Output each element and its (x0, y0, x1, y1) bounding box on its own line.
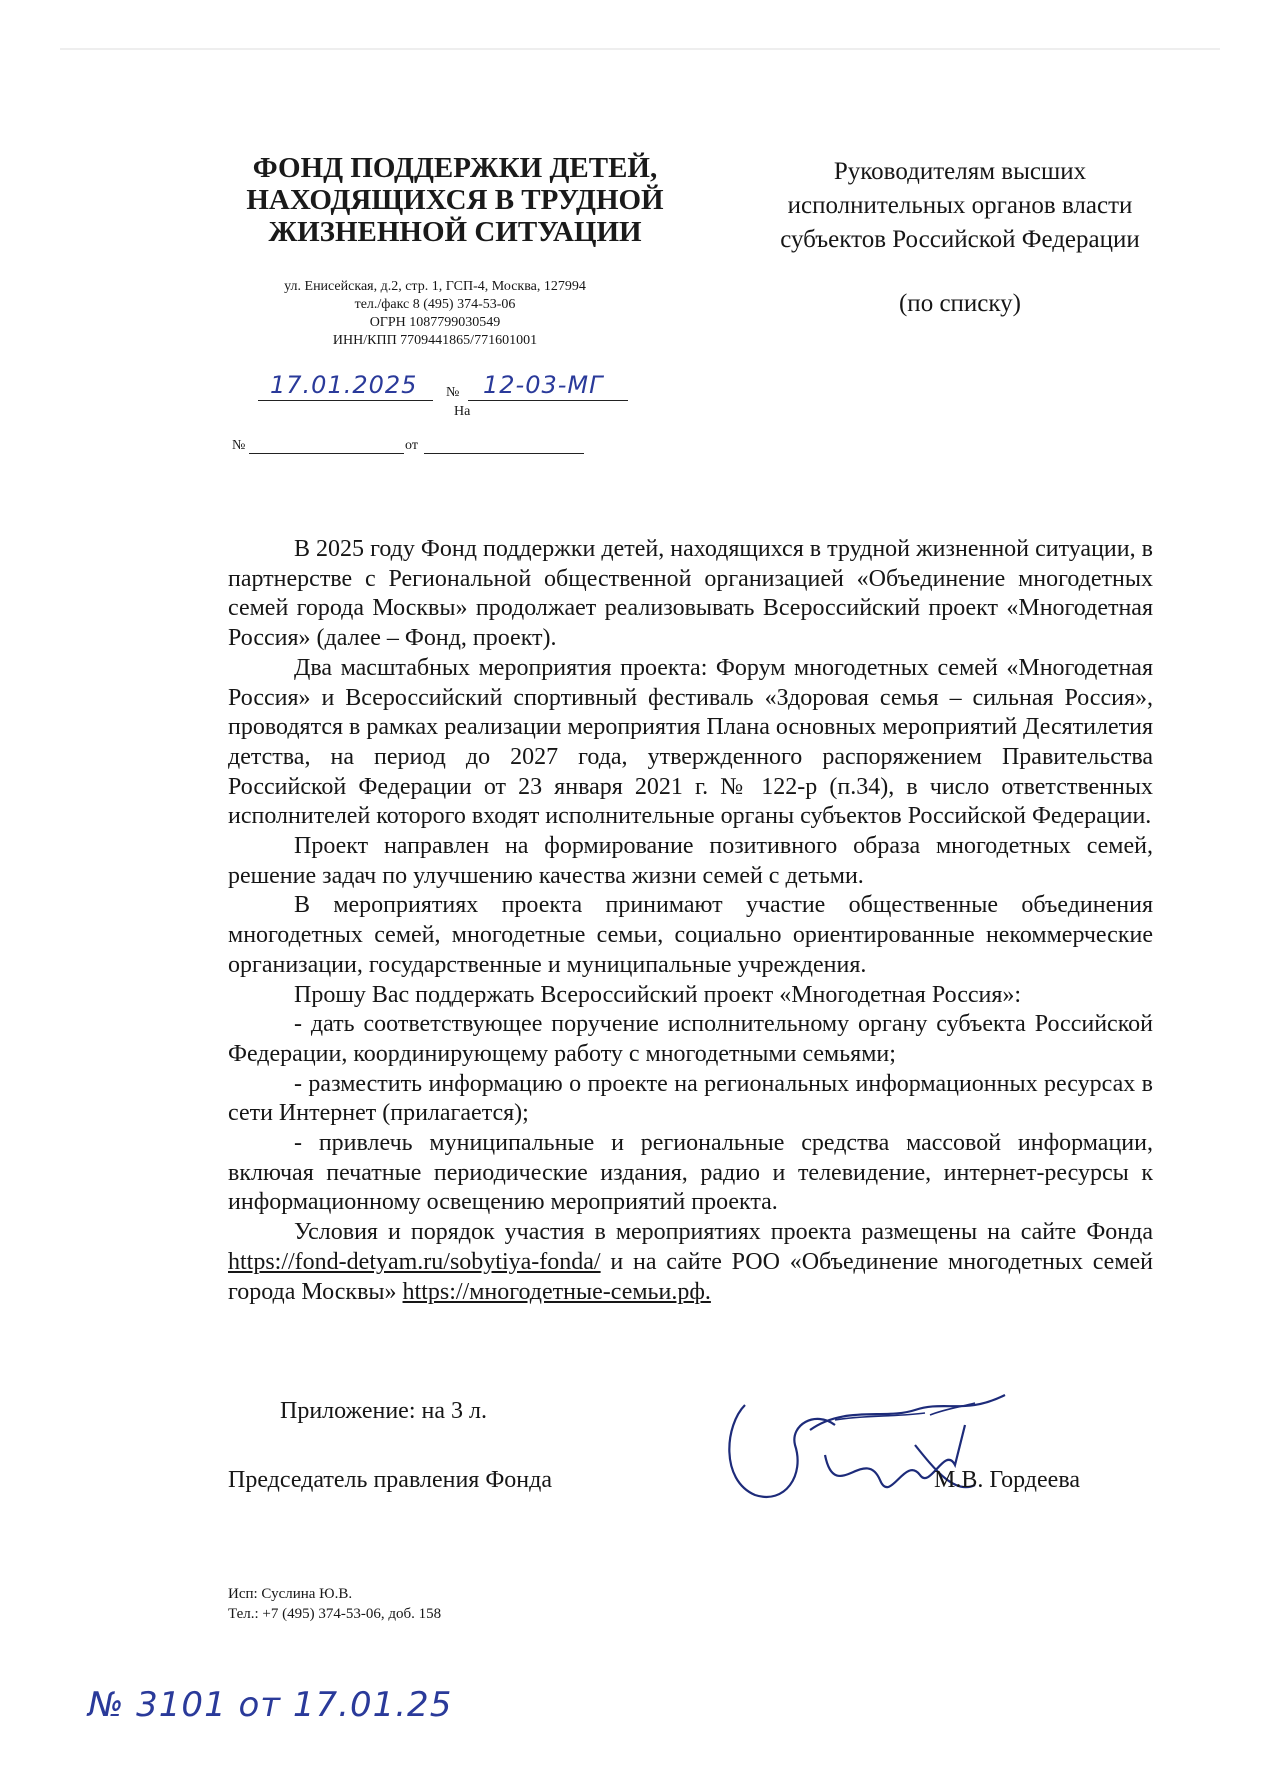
bullet-item: - дать соответствующее поручение исполнительному органу субъекта Российской Федерации, координирующему работу с многодетными семьями; (228, 1011, 1153, 1067)
inn-line: ИНН/КПП 7709441865/771601001 (332, 333, 538, 348)
paragraph: В мероприятиях проекта принимают участие общественные объединения многодетных семей, многодетные семьи, социально ориентированные некоммерческие организации, государственные и муниципальные учреждения. (228, 892, 1153, 978)
scan-edge (60, 48, 1220, 50)
addressee (720, 155, 1200, 257)
organization-contacts (200, 278, 670, 350)
date-underline (258, 400, 433, 401)
outgoing-registration (258, 371, 658, 405)
roo-link[interactable]: https://многодетные-семьи.рф. (402, 1278, 711, 1305)
registration-stamp: № 3101 от 17.01.25 (88, 1685, 453, 1725)
incoming-reference (232, 435, 592, 457)
paragraph: Прошу Вас поддержать Всероссийский проект «Многодетная Россия»: (294, 981, 1022, 1008)
signer-name: М.В. Гордеева (934, 1467, 1080, 1493)
fond-link[interactable]: https://fond-detyam.ru/sobytiya-fonda/ (228, 1248, 601, 1275)
attachment-note: Приложение: на 3 л. (280, 1398, 487, 1424)
address-line: ул. Енисейская, д.2, стр. 1, ГСП-4, Москва, 127994 (284, 279, 586, 294)
ogrn-line: ОГРН 1087799030549 (369, 315, 501, 330)
executor-info (228, 1584, 441, 1624)
links-text-b: и на сайте РОО «Объединение многодетных семей города Москвы» (228, 1248, 1154, 1305)
na-label: На (454, 404, 471, 419)
signature (715, 1385, 1045, 1515)
bullet-item: - разместить информацию о проекте на региональных информационных ресурсах в сети Интернет (прилагается); (228, 1070, 1153, 1127)
addressee-line: исполнительных органов власти (787, 192, 1133, 219)
executor-name: Исп: Суслина Ю.В. (228, 1586, 353, 1602)
org-line: ЖИЗНЕННОЙ СИТУАЦИИ (268, 216, 642, 248)
paragraph-links (228, 1218, 1153, 1307)
letter-body (228, 535, 1153, 1307)
signer-position: Председатель правления Фонда (228, 1467, 552, 1493)
links-text-a: Условия и порядок участия в мероприятиях проекта размещены на сайте Фонда (294, 1219, 1153, 1246)
organization-name (190, 152, 720, 248)
ref-number-sign: № (232, 438, 246, 453)
org-line: ФОНД ПОДДЕРЖКИ ДЕТЕЙ, (252, 152, 658, 184)
handwritten-number: 12-03-МГ (483, 371, 604, 399)
paragraph: В 2025 году Фонд поддержки детей, находящихся в трудной жизненной ситуации, в партнерстве с Региональной общественной организацией «Объединение многодетных семей города Москвы» продолжает реализовывать Всероссийский проект «Многодетная Россия» (далее – Фонд, проект). (228, 536, 1153, 652)
addressee-line: Руководителям высших (833, 158, 1087, 185)
ref-from-label: от (405, 438, 418, 453)
addressee-line: субъектов Российской Федерации (780, 226, 1140, 253)
number-underline (468, 400, 628, 401)
paragraph: Два масштабных мероприятия проекта: Форум многодетных семей «Многодетная Россия» и Всероссийский спортивный фестиваль «Здоровая семья – сильная Россия», проводятся в рамках реализации мероприятия Плана основных мероприятий Десятилетия детства, на период до 2027 года, утвержденного распоряжением Правительства Российской Федерации от 23 января 2021 г. № 122-р (п.34), в число ответственных исполнителей которого входят исполнительные органы субъектов Российской Федерации. (228, 654, 1153, 830)
paragraph: Проект направлен на формирование позитивного образа многодетных семей, решение задач по улучшению качества жизни семей с детьми. (228, 833, 1153, 889)
org-line: НАХОДЯЩИХСЯ В ТРУДНОЙ (246, 184, 664, 216)
ref-date-underline (424, 453, 584, 454)
executor-phone: Тел.: +7 (495) 374-53-06, доб. 158 (228, 1606, 442, 1622)
number-sign: № (446, 385, 460, 400)
handwritten-date: 17.01.2025 (270, 371, 418, 399)
by-list-note: (по списку) (898, 290, 1022, 317)
phone-line: тел./факс 8 (495) 374-53-06 (354, 297, 516, 312)
bullet-item: - привлечь муниципальные и региональные средства массовой информации, включая печатные периодические издания, радио и телевидение, интернет-ресурсы к информационному освещению мероприятий проекта. (228, 1130, 1153, 1216)
ref-number-underline (249, 453, 404, 454)
